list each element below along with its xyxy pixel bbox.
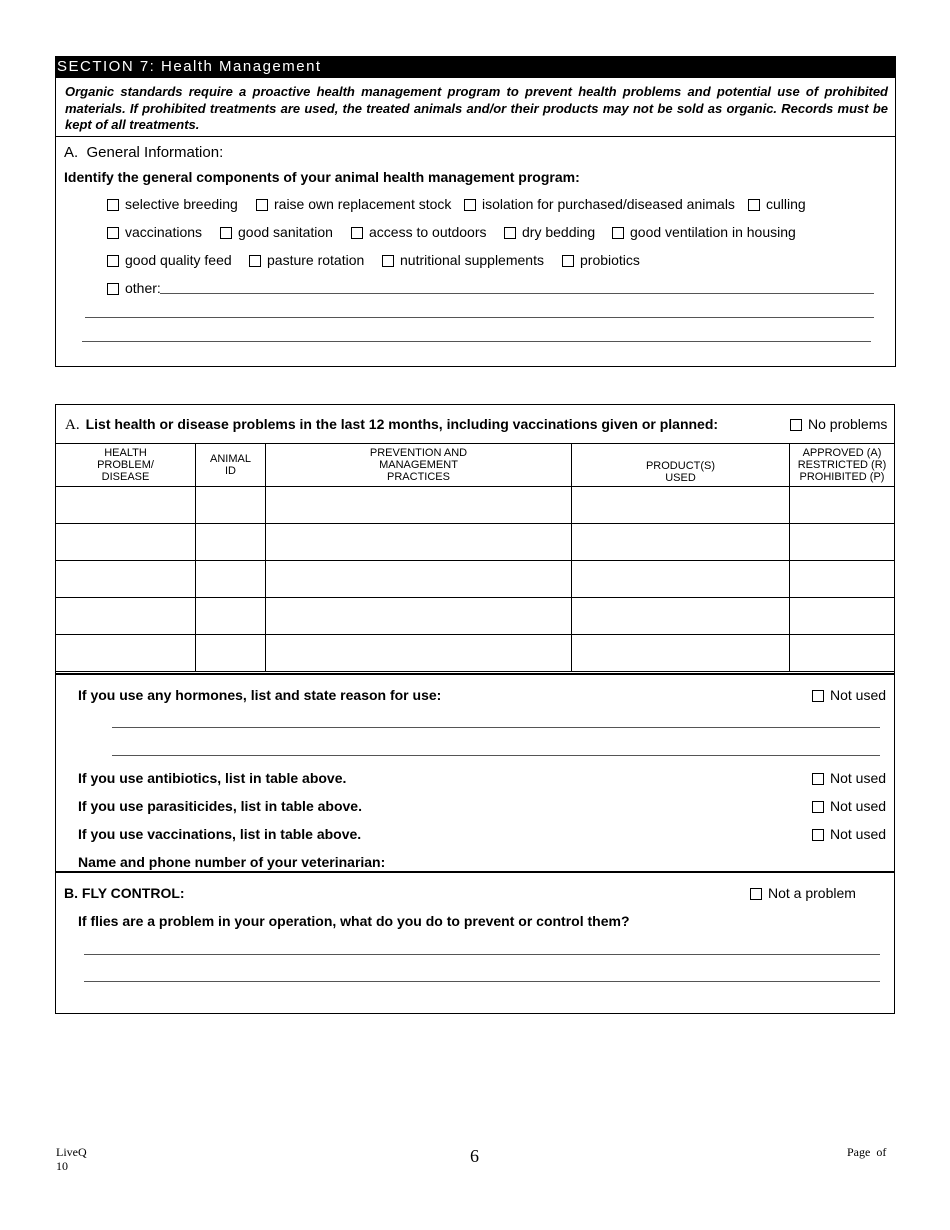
checkbox[interactable] — [750, 888, 762, 900]
table-row — [56, 635, 895, 672]
option-selective-breeding[interactable]: selective breeding — [107, 196, 238, 212]
checkbox[interactable] — [107, 283, 119, 295]
section-title-bar — [55, 56, 896, 78]
parasiticides-not-used[interactable]: Not used — [812, 798, 886, 814]
checkbox[interactable] — [812, 690, 824, 702]
fly-question: If flies are a problem in your operation, what do you do to prevent or control them? — [78, 913, 630, 929]
table-row — [56, 598, 895, 635]
option-dry-bedding[interactable]: dry bedding — [504, 224, 595, 240]
footer-page-of: Page of — [847, 1145, 887, 1159]
checkbox[interactable] — [812, 773, 824, 785]
veterinarian-question: Name and phone number of your veterinarian: — [78, 854, 386, 870]
option-vaccinations[interactable]: vaccinations — [107, 224, 202, 240]
option-good-ventilation[interactable]: good ventilation in housing — [612, 224, 796, 240]
option-probiotics[interactable]: probiotics — [562, 252, 640, 268]
footer-form-code: LiveQ — [56, 1145, 87, 1159]
other-input-line-2[interactable] — [85, 317, 874, 318]
checkbox[interactable] — [790, 419, 802, 431]
vaccinations-not-used[interactable]: Not used — [812, 826, 886, 842]
fly-heading: B. FLY CONTROL: — [64, 885, 185, 901]
fly-input-line-2[interactable] — [84, 981, 880, 982]
checkbox[interactable] — [612, 227, 624, 239]
table-row — [56, 524, 895, 561]
option-isolation[interactable]: isolation for purchased/diseased animals — [464, 196, 735, 212]
checkbox[interactable] — [249, 255, 261, 267]
option-pasture-rotation[interactable]: pasture rotation — [249, 252, 364, 268]
table-row — [56, 561, 895, 598]
footer-left — [56, 1145, 87, 1173]
table-row — [56, 487, 895, 524]
parasiticides-question: If you use parasiticides, list in table above. — [78, 798, 362, 814]
hormones-question: If you use any hormones, list and state reason for use: — [78, 687, 442, 703]
option-other[interactable]: other: — [107, 280, 161, 296]
problems-heading — [65, 416, 718, 434]
problems-table — [55, 443, 895, 672]
page-number: 6 — [470, 1146, 479, 1166]
checkbox[interactable] — [107, 199, 119, 211]
intro-divider — [55, 136, 896, 137]
checkbox[interactable] — [812, 829, 824, 841]
checkbox[interactable] — [107, 227, 119, 239]
antibiotics-question: If you use antibiotics, list in table above. — [78, 770, 347, 786]
general-heading: A. General Information: — [64, 144, 224, 161]
problems-letter: A. — [65, 417, 80, 433]
col-products: PRODUCT(S) USED — [572, 444, 790, 487]
checkbox[interactable] — [107, 255, 119, 267]
other-input-line[interactable] — [160, 293, 874, 294]
option-good-quality-feed[interactable]: good quality feed — [107, 252, 232, 268]
no-problems-option[interactable]: No problems — [790, 416, 887, 432]
checkbox[interactable] — [464, 199, 476, 211]
checkbox[interactable] — [504, 227, 516, 239]
checkbox[interactable] — [562, 255, 574, 267]
checkbox[interactable] — [220, 227, 232, 239]
table-bottom-rule — [55, 673, 895, 675]
general-prompt: Identify the general components of your animal health management program: — [64, 169, 580, 185]
fly-not-a-problem[interactable]: Not a problem — [750, 885, 856, 901]
option-nutritional-supplements[interactable]: nutritional supplements — [382, 252, 544, 268]
hormones-not-used[interactable]: Not used — [812, 687, 886, 703]
checkbox[interactable] — [351, 227, 363, 239]
antibiotics-not-used[interactable]: Not used — [812, 770, 886, 786]
option-access-to-outdoors[interactable]: access to outdoors — [351, 224, 487, 240]
fly-divider — [55, 871, 895, 873]
checkbox[interactable] — [256, 199, 268, 211]
section-intro: Organic standards require a proactive health management program to prevent health problems and potential use of prohibited materials. If prohibited treatments are used, the treated animals and/or their products may not be sold as organic. Records must be kept of all treatments. — [65, 84, 888, 132]
fly-input-line[interactable] — [84, 954, 880, 955]
col-animal-id: ANIMAL ID — [196, 444, 266, 487]
checkbox[interactable] — [812, 801, 824, 813]
option-raise-own-replacement-stock[interactable]: raise own replacement stock — [256, 196, 451, 212]
option-culling[interactable]: culling — [748, 196, 806, 212]
col-prevention: PREVENTION AND MANAGEMENT PRACTICES — [266, 444, 572, 487]
vaccinations-question: If you use vaccinations, list in table above. — [78, 826, 362, 842]
footer-version: 10 — [56, 1159, 68, 1173]
section-title: SECTION 7: Health Management — [57, 58, 322, 75]
checkbox[interactable] — [382, 255, 394, 267]
problems-heading-text: List health or disease problems in the last 12 months, including vaccinations given or planned: — [85, 416, 719, 432]
hormones-input-line[interactable] — [112, 727, 880, 728]
hormones-input-line-2[interactable] — [112, 755, 880, 756]
option-good-sanitation[interactable]: good sanitation — [220, 224, 333, 240]
table-header-row — [56, 444, 895, 487]
col-status: APPROVED (A) RESTRICTED (R) PROHIBITED (P) — [790, 444, 895, 487]
other-input-line-3[interactable] — [82, 341, 871, 342]
col-health-problem: HEALTH PROBLEM/ DISEASE — [56, 444, 196, 487]
checkbox[interactable] — [748, 199, 760, 211]
